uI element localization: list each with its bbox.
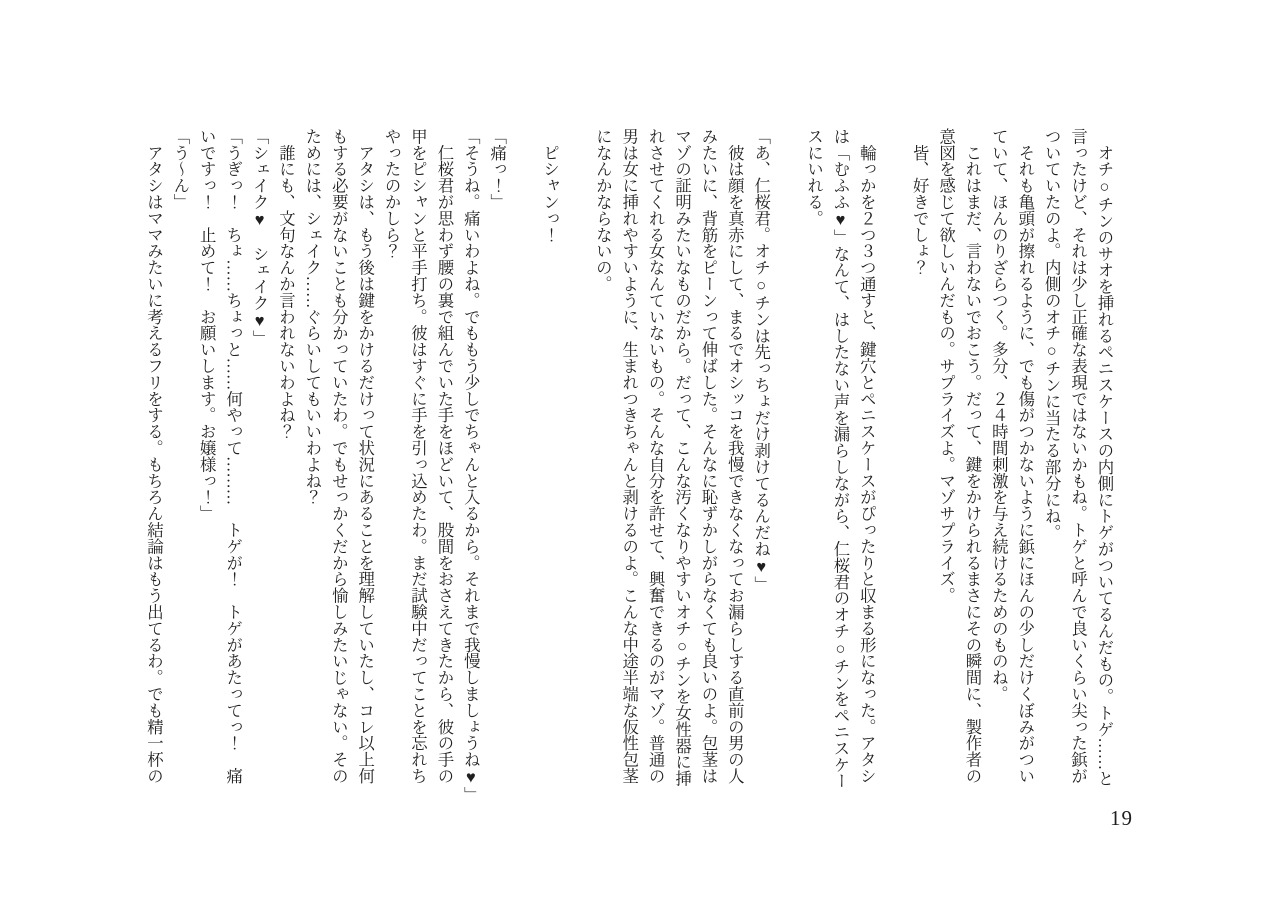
text-column: みたいに、背筋をピーンって伸ばした。そんなに恥ずかしがらなくても良いのよ。包茎は	[698, 128, 718, 784]
text-column: 言ったけど、それは少し正確な表現ではないかもね。トゲと呼んで良いくらい尖った鋲が	[1068, 128, 1088, 784]
text-column: ためには、シェイク……ぐらいしてもいいわよね？	[302, 128, 322, 506]
text-column: やったのかしら？	[382, 128, 402, 260]
text-column: いですっ！ 止めて！ お願いします。お嬢様っ！」	[197, 128, 217, 522]
text-column: 誰にも、文句なんか言われないわよね？	[276, 128, 296, 440]
text-column: オチ○チンのサオを挿れるペニスケースの内側にトゲがついてるんだもの。トゲ……と	[1095, 128, 1114, 787]
text-column: 「そうね。痛いわよね。でももう少しでちゃんと入るから。それまで我慢しましょうね♥」	[461, 128, 481, 803]
text-column	[879, 128, 905, 803]
text-column	[563, 128, 589, 803]
text-column: これはまだ、言わないでおこう。だって、鍵をかけられるまさにその瞬間に、製作者の	[962, 128, 982, 784]
text-column: 男は女に挿れやすいように、生まれつきちゃんと剥けるのよ。こんな中途半端な仮性包茎	[619, 128, 639, 784]
text-column: 意図を感じて欲しいんだもの。サプライズよ。マゾサプライズ。	[936, 128, 956, 604]
story-text-block	[140, 128, 1117, 803]
text-column: ピシャンっ！	[540, 128, 560, 243]
text-column: 「痛っ！」	[487, 128, 507, 210]
text-column: 「うぎっ！ ちょ……ちょっと……何やって……… トゲが！ トゲがあたってっ！ 痛	[223, 128, 243, 784]
text-column: もする必要がないことも分かっていたわ。でもせっかくだから愉しみたいじゃない。その	[329, 128, 349, 784]
text-column: 皆、好きでしょ？	[910, 128, 930, 276]
text-column: 仁桜君が思わず腰の裏で組んでいた手をほどいて、股間をおさえてきたから、彼の手の	[434, 128, 454, 784]
text-column: スにいれる。	[804, 128, 824, 227]
text-column	[774, 128, 800, 803]
text-column: ていて、ほんのりざらつく。多分、２４時間刺激を与え続けるためのものね。	[989, 128, 1009, 702]
text-column: 彼は顔を真赤にして、まるでオシッコを我慢できなくなってお漏らしする直前の男の人	[725, 128, 745, 784]
text-column: 甲をピシャンと平手打ち。彼はすぐに手を引っ込めたわ。まだ試験中だってことを忘れち	[408, 128, 428, 784]
text-column: 「う〜ん」	[170, 128, 190, 210]
page-number: 19	[1110, 806, 1133, 830]
text-column: それも亀頭が擦れるように、でも傷がつかないように鋲にほんの少しだけくぼみがつい	[1015, 128, 1035, 784]
text-column: れさせてくれる女なんていないもの。そんな自分を許せて、興奮できるのがマゾ。普通の	[646, 128, 666, 784]
text-column: ついていたのよ。内側のオチ○チンに当たる部分にね。	[1042, 128, 1062, 541]
text-column: マゾの証明みたいなものだから。だって、こんな汚くなりやすいオチ○チンを女性器に挿	[672, 128, 692, 787]
text-column: アタシは、もう後は鍵をかけるだけって状況にあることを理解していたし、コレ以上何	[355, 128, 375, 784]
text-column: 輪っかを２つ３つ通すと、鍵穴とペニスケースがぴったりと収まる形になった。アタシ	[857, 128, 877, 784]
text-column: アタシはママみたいに考えるフリをする。もちろん結論はもう出てるわ。でも精一杯の	[144, 128, 164, 784]
text-column: は「むふふ♥」なんて、はしたない声を漏らしながら、仁桜君のオチ○チンをペニスケー	[830, 128, 850, 790]
text-column: 「あ、仁桜君。オチ○チンは先っちょだけ剥けてるんだね♥」	[751, 128, 771, 593]
text-column	[510, 128, 536, 803]
text-column: になんかならないの。	[593, 128, 613, 292]
text-column: 「シェイク♥ シェイク♥」	[250, 128, 270, 347]
